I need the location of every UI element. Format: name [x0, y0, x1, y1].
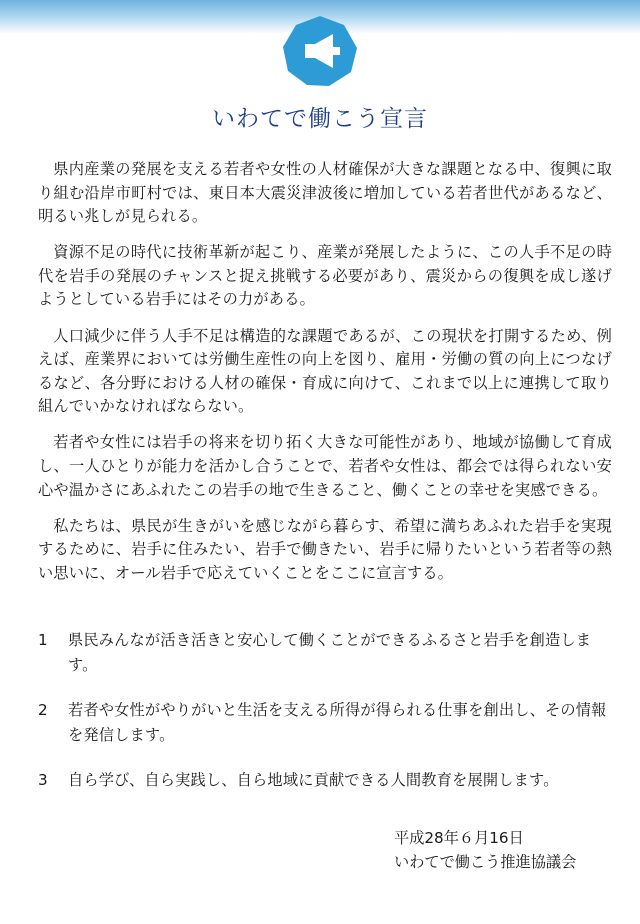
list-item: [38, 698, 612, 747]
declaration-list: [38, 628, 612, 814]
item-text: 若者や女性がやりがいと生活を支える所得が得られる仕事を創出し、その情報を発信します。: [68, 701, 607, 744]
item-number: 3: [38, 771, 48, 789]
paragraph: 資源不足の時代に技術革新が起こり、産業が発展したように、この人手不足の時代を岩手の発展のチャンスと捉え挑戦する必要があり、震災からの復興を成し遂げようとしている岩手にはその力がある。: [38, 243, 612, 309]
megaphone-icon: [281, 14, 359, 88]
item-number: 1: [38, 631, 48, 649]
paragraph: 人口減少に伴う人手不足は構造的な課題であるが、この現状を打開するため、例えば、産業界においては労働生産性の向上を図り、雇用・労働の質の向上につなげるなど、各分野における人材の確保・育成に向けて、これまで以上に連携して取り組んでいかなければならない。: [38, 326, 612, 416]
page-title: いわてで働こう宣言: [212, 106, 428, 132]
signature-block: [394, 826, 576, 874]
paragraph: 私たちは、県民が生きがいを感じながら暮らす、希望に満ちあふれた岩手を実現するために、岩手に住みたい、岩手で働きたい、岩手に帰りたいという若者等の熱い思いに、オール岩手で応えていくことをここに宣言する。: [38, 516, 612, 582]
list-item: [38, 628, 612, 677]
signature-date: 平成28年６月16日: [394, 829, 524, 847]
item-text: 自ら学び、自ら実践し、自ら地域に貢献できる人間教育を展開します。: [68, 771, 559, 789]
paragraph: 若者や女性には岩手の将来を切り拓く大きな可能性があり、地域が協働して育成し、一人ひとりが能力を活かし合うことで、若者や女性は、都会では得られない安心や温かさにあふれたこの岩手の地で生きること、働くことの幸せを実感できる。: [38, 433, 612, 499]
item-text: 県民みんなが活き活きと安心して働くことができるふるさと岩手を創造します。: [68, 631, 592, 674]
item-number: 2: [38, 701, 48, 719]
signature-organization: いわてで働こう推進協議会: [394, 853, 577, 871]
paragraph: 県内産業の発展を支える若者や女性の人材確保が大きな課題となる中、復興に取り組む沿岸市町村では、東日本大震災津波後に増加している若者世代があるなど、明るい兆しが見られる。: [38, 160, 612, 226]
list-item: [38, 768, 612, 793]
declaration-body: [38, 158, 612, 598]
